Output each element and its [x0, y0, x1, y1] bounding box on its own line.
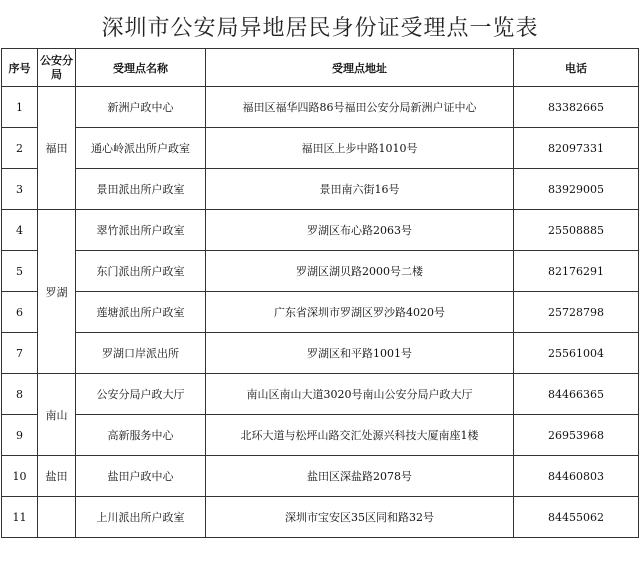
row-address: 福田区上步中路1010号 — [206, 128, 514, 169]
row-address: 广东省深圳市罗湖区罗沙路4020号 — [206, 292, 514, 333]
row-seq: 11 — [2, 497, 38, 538]
table-row — [2, 292, 639, 333]
table-row — [2, 251, 639, 292]
row-name: 景田派出所户政室 — [76, 169, 206, 210]
row-branch: 福田 — [38, 87, 76, 210]
row-phone: 25508885 — [514, 210, 639, 251]
row-seq: 3 — [2, 169, 38, 210]
row-address: 盐田区深盐路2078号 — [206, 456, 514, 497]
row-address: 罗湖区布心路2063号 — [206, 210, 514, 251]
row-address: 深圳市宝安区35区同和路32号 — [206, 497, 514, 538]
row-seq: 8 — [2, 374, 38, 415]
row-name: 上川派出所户政室 — [76, 497, 206, 538]
acceptance-points-table — [1, 48, 639, 538]
table-row — [2, 169, 639, 210]
row-seq: 6 — [2, 292, 38, 333]
header-address: 受理点地址 — [206, 49, 514, 87]
row-name: 东门派出所户政室 — [76, 251, 206, 292]
row-name: 通心岭派出所户政室 — [76, 128, 206, 169]
row-address: 北环大道与松坪山路交汇处源兴科技大厦南座1楼 — [206, 415, 514, 456]
row-seq: 4 — [2, 210, 38, 251]
row-name: 翠竹派出所户政室 — [76, 210, 206, 251]
row-seq: 5 — [2, 251, 38, 292]
row-phone: 84466365 — [514, 374, 639, 415]
document-title: 深圳市公安局异地居民身份证受理点一览表 — [101, 15, 539, 41]
row-branch — [38, 497, 76, 538]
table-row — [2, 210, 639, 251]
row-phone: 25561004 — [514, 333, 639, 374]
row-address: 罗湖区湖贝路2000号二楼 — [206, 251, 514, 292]
row-name: 高新服务中心 — [76, 415, 206, 456]
row-name: 莲塘派出所户政室 — [76, 292, 206, 333]
header-seq: 序号 — [2, 49, 38, 87]
row-seq: 7 — [2, 333, 38, 374]
header-branch: 公安分局 — [38, 49, 76, 87]
header-name: 受理点名称 — [76, 49, 206, 87]
table-header-row — [2, 49, 639, 87]
row-phone: 82176291 — [514, 251, 639, 292]
row-address: 罗湖区和平路1001号 — [206, 333, 514, 374]
row-address: 福田区福华四路86号福田公安分局新洲户证中心 — [206, 87, 514, 128]
row-phone: 83929005 — [514, 169, 639, 210]
row-seq: 9 — [2, 415, 38, 456]
table-row — [2, 456, 639, 497]
table-row — [2, 87, 639, 128]
table-row — [2, 497, 639, 538]
row-phone: 25728798 — [514, 292, 639, 333]
row-branch: 盐田 — [38, 456, 76, 497]
row-name: 新洲户政中心 — [76, 87, 206, 128]
table-row — [2, 374, 639, 415]
row-address: 南山区南山大道3020号南山公安分局户政大厅 — [206, 374, 514, 415]
row-phone: 84460803 — [514, 456, 639, 497]
row-name: 盐田户政中心 — [76, 456, 206, 497]
row-seq: 2 — [2, 128, 38, 169]
table-row — [2, 128, 639, 169]
row-phone: 83382665 — [514, 87, 639, 128]
row-address: 景田南六街16号 — [206, 169, 514, 210]
row-phone: 26953968 — [514, 415, 639, 456]
row-seq: 10 — [2, 456, 38, 497]
table-row — [2, 333, 639, 374]
row-seq: 1 — [2, 87, 38, 128]
row-phone: 82097331 — [514, 128, 639, 169]
header-phone: 电话 — [514, 49, 639, 87]
row-branch: 南山 — [38, 374, 76, 456]
row-name: 罗湖口岸派出所 — [76, 333, 206, 374]
table-row — [2, 415, 639, 456]
row-name: 公安分局户政大厅 — [76, 374, 206, 415]
row-phone: 84455062 — [514, 497, 639, 538]
row-branch: 罗湖 — [38, 210, 76, 374]
